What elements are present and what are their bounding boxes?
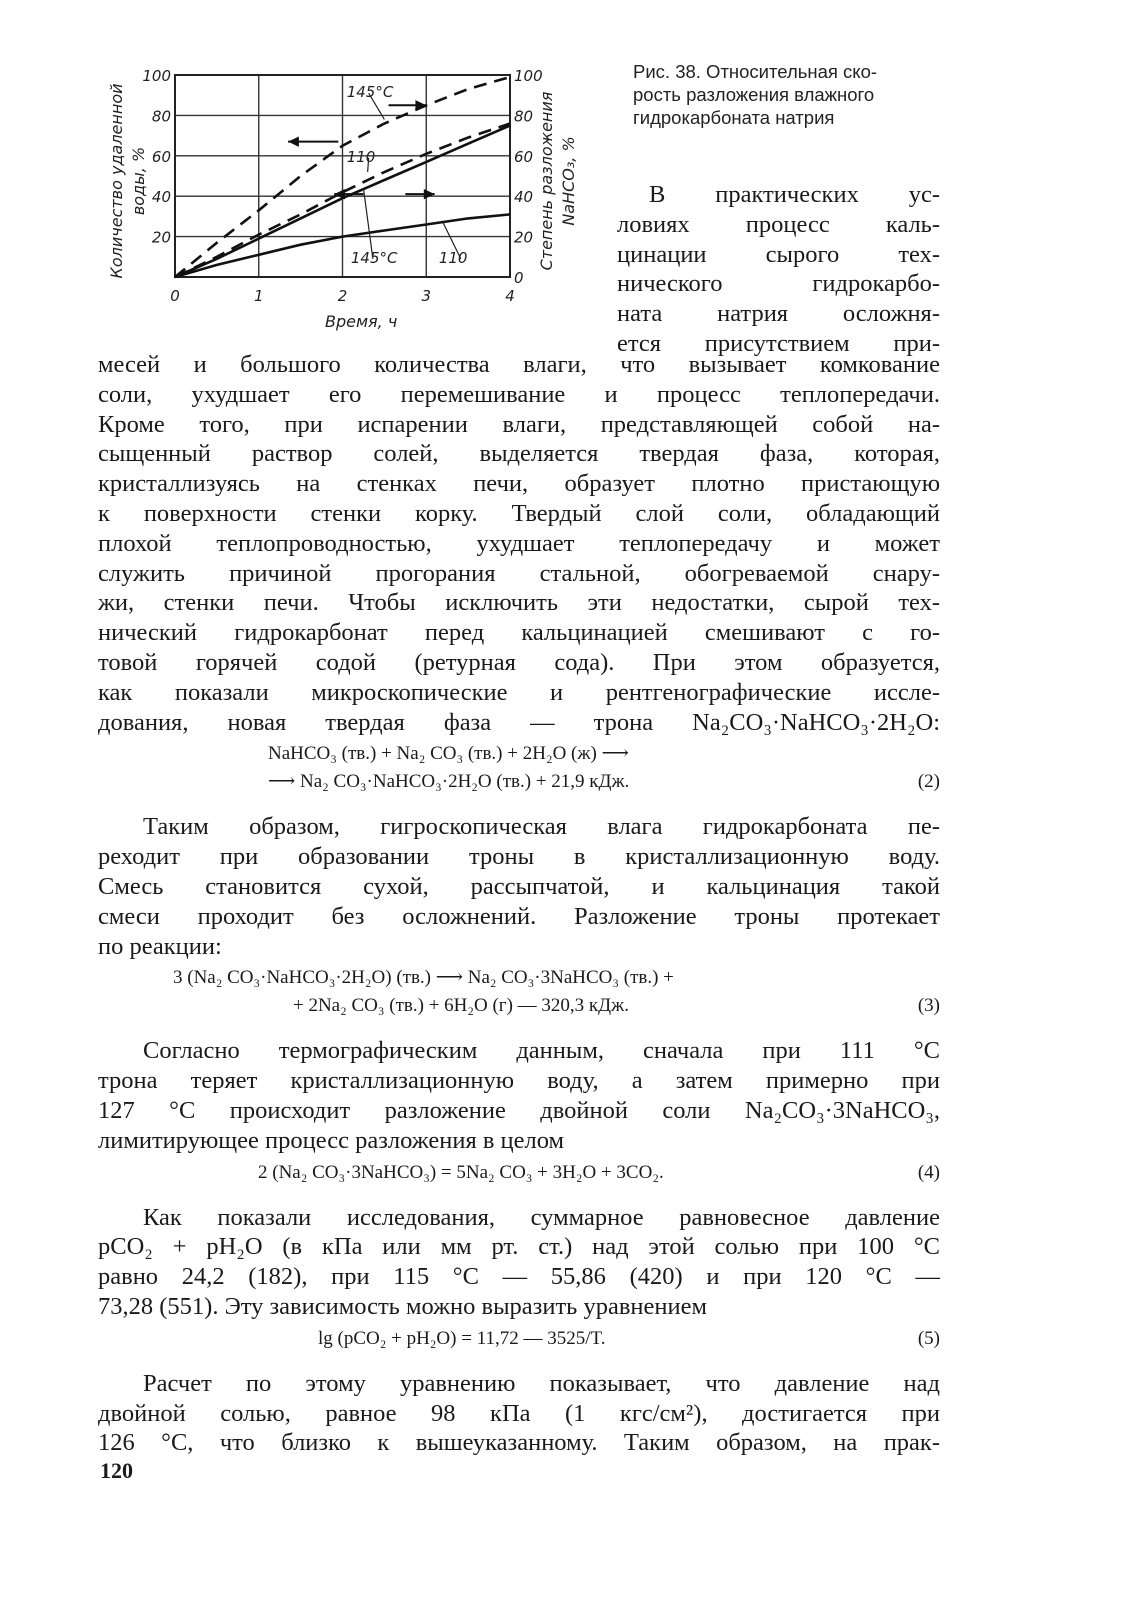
y-tick-label: 100: [142, 67, 171, 85]
text-line: соли, ухудшает его перемешивание и процесс теплопередачи.: [98, 380, 940, 408]
y-axis-label: Количество удаленной: [107, 83, 126, 279]
text-line: жи, стенки печи. Чтобы исключить эти недостатки, сырой тех-: [98, 589, 940, 617]
text-line: месей и большого количества влаги, что вызывает комкование: [98, 351, 940, 378]
y2-axis-label: NaHCO₃, %: [559, 136, 578, 226]
text-line: 127 °С происходит разложение двойной соли Na₂CO₃·3NaHCO₃,: [98, 1096, 940, 1124]
y2-tick-label: 80: [514, 107, 534, 126]
paragraph-5: [98, 1369, 940, 1458]
text-line: двойной солью, равное 98 кПа (1 кгс/см²), достигается при: [98, 1399, 940, 1427]
text-line: сыщенный раствор солей, выделяется твердая фаза, которая,: [98, 440, 940, 468]
equation-text: NaHCO₃ (тв.) + Na₂ CO₃ (тв.) + 2H₂O (ж) ⟶: [268, 743, 629, 765]
y-tick-label: 20: [151, 228, 171, 247]
equation-5: [98, 1322, 940, 1350]
x-tick-label: 1: [253, 287, 264, 305]
y2-tick-label: 100: [514, 67, 543, 85]
decomposition-chart: [100, 55, 620, 345]
x-axis-label: Время, ч: [325, 312, 398, 331]
body-text: [98, 350, 940, 1458]
text-line: ната натрия осложня-: [617, 300, 940, 328]
equation-3-line-2: [98, 989, 940, 1017]
x-tick-label: 0: [170, 287, 180, 305]
arrow-head: [424, 189, 435, 199]
curve-label: 145°C: [346, 83, 394, 102]
caption-line: рость разложения влажного: [633, 84, 875, 105]
equation-text: + 2Na₂ CO₃ (тв.) + 6H₂O (г) — 320,3 кДж.: [293, 995, 629, 1017]
text-line: Таким образом, гигроскопическая влага гидрокарбоната пе-: [143, 813, 940, 841]
curve-label: 110: [346, 147, 376, 166]
text-line: В практических ус-: [649, 181, 940, 208]
text-line: цинации сырого тех-: [617, 240, 940, 268]
text-line: Согласно термографическим данным, сначала при 111 °С: [143, 1037, 940, 1065]
paragraph-3: [98, 1036, 940, 1155]
text-line: ется присутствием при-: [617, 329, 940, 357]
x-tick-label: 2: [337, 287, 348, 305]
equation-number: (4): [917, 1161, 940, 1183]
y2-tick-label: 0: [514, 269, 524, 287]
curve-label: 110: [438, 248, 468, 267]
y-tick-label: 40: [151, 188, 171, 207]
side-paragraph: [617, 180, 940, 359]
equation-number: (5): [917, 1327, 940, 1349]
figure-caption: [633, 60, 953, 129]
text-line: 126 °С, что близко к вышеуказанному. Таким образом, на прак-: [98, 1429, 940, 1457]
page-number: 120: [100, 1458, 133, 1483]
caption-line: Рис. 38. Относительная ско-: [633, 61, 878, 82]
equation-number: (3): [917, 995, 940, 1017]
x-tick-label: 3: [421, 287, 432, 305]
equation-2-line-1: [98, 737, 940, 765]
y2-tick-label: 60: [514, 147, 534, 166]
curve-label: 145°C: [350, 248, 398, 267]
y2-tick-label: 20: [514, 228, 534, 247]
equation-2-line-2: [98, 765, 940, 793]
y2-axis-label: Степень разложения: [537, 91, 556, 271]
equation-number: (2): [917, 771, 940, 793]
equation-4: [98, 1156, 940, 1184]
text-line: лимитирующее процесс разложения в целом: [98, 1126, 565, 1154]
text-line: Кроме того, при испарении влаги, представляющей собой на-: [98, 410, 940, 438]
equation-text: ⟶ Na₂ CO₃·NaHCO₃·2H₂O (тв.) + 21,9 кДж.: [268, 771, 630, 793]
y-tick-label: 60: [151, 147, 171, 166]
paragraph-2: [98, 812, 940, 961]
arrow-head: [334, 189, 345, 199]
text-line: нического гидрокарбо-: [617, 270, 940, 298]
text-line: Расчет по этому уравнению показывает, что давление над: [143, 1369, 940, 1397]
y-axis-label: воды, %: [129, 146, 148, 216]
text-line: служить причиной прогорания стальной, обогреваемой снару-: [98, 559, 940, 587]
text-line: Смесь становится сухой, рассыпчатой, и кальцинация такой: [98, 872, 940, 900]
y-tick-label: 80: [151, 107, 171, 126]
text-line: трона теряет кристаллизационную воду, а затем примерно при: [98, 1067, 940, 1095]
arrow-head: [288, 136, 299, 146]
figure-38: [100, 55, 620, 345]
text-line: кристаллизуясь на стенках печи, образует плотно пристающую: [98, 470, 940, 498]
text-line: смеси проходит без осложнений. Разложение троны протекает: [98, 902, 940, 930]
paragraph-1: [98, 350, 940, 737]
text-line: реходит при образовании троны в кристаллизационную воду.: [98, 843, 940, 871]
equation-text: lg (pCO₂ + pH₂O) = 11,72 — 3525/T.: [318, 1327, 606, 1349]
text-line: к поверхности стенки корку. Твердый слой соли, обладающий: [98, 499, 940, 527]
text-line: по реакции:: [98, 932, 222, 960]
text-line: товой горячей содой (ретурная сода). При этом образуется,: [98, 648, 940, 676]
text-line: Как показали исследования, суммарное равновесное давление: [143, 1203, 940, 1231]
text-line: как показали микроскопические и рентгенографические иссле-: [98, 678, 940, 706]
text-line: нический гидрокарбонат перед кальцинацией смешивают с го-: [98, 619, 940, 647]
equation-text: 3 (Na₂ CO₃·NaHCO₃·2H₂O) (тв.) ⟶ Na₂ CO₃·3NaHCO₃ (тв.) +: [173, 967, 674, 989]
caption-line: гидрокарбоната натрия: [633, 107, 835, 128]
text-line: ловиях процесс каль-: [617, 210, 940, 238]
y2-tick-label: 40: [514, 188, 534, 207]
paragraph-4: [98, 1203, 940, 1322]
text-line: pCO₂ + pH₂O (в кПа или мм рт. ст.) над этой солью при 100 °С: [98, 1233, 940, 1261]
text-line: равно 24,2 (182), при 115 °С — 55,86 (420) и при 120 °С —: [98, 1263, 940, 1291]
equation-text: 2 (Na₂ CO₃·3NaHCO₃) = 5Na₂ CO₃ + 3H₂O + 3CO₂.: [258, 1161, 664, 1183]
x-tick-label: 4: [505, 287, 515, 305]
text-line: плохой теплопроводностью, ухудшает теплопередачу и может: [98, 529, 940, 557]
equation-3-line-1: [98, 961, 940, 989]
text-line: дования, новая твердая фаза — трона Na₂CO₃·NaHCO₃·2H₂O:: [98, 708, 940, 736]
text-line: 73,28 (551). Эту зависимость можно выразить уравнением: [98, 1292, 707, 1320]
